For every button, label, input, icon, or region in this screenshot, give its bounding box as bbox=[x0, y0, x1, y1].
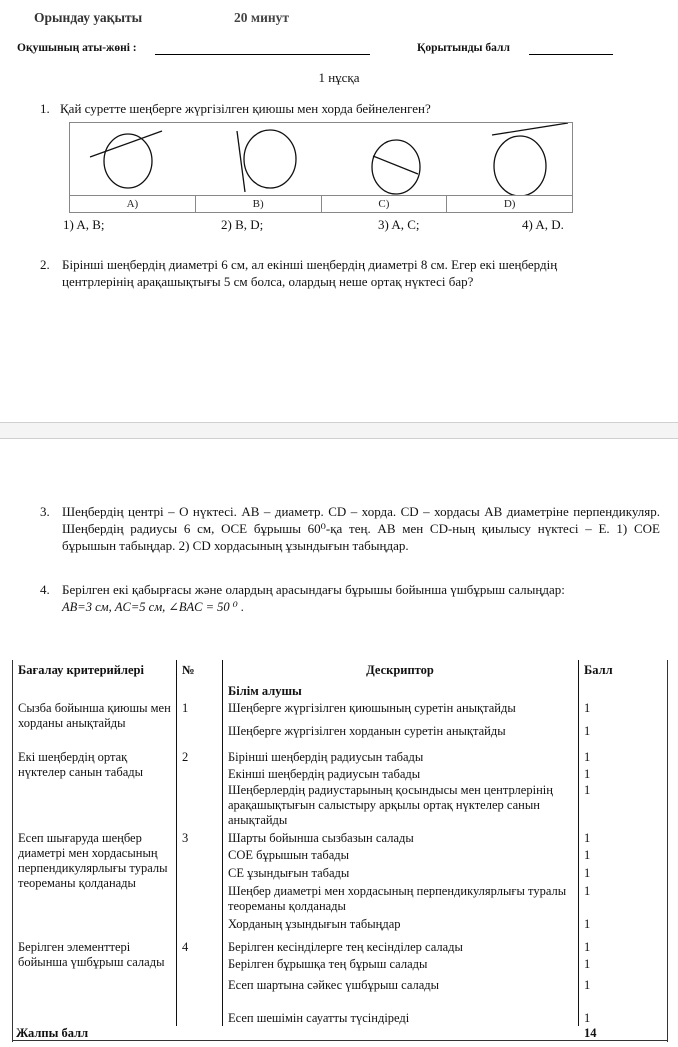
score-cell: 1 bbox=[584, 831, 591, 845]
descriptor-cell: Шеңберлердің радиустарының қосындысы мен центрлерінің арақашықтығын салыстыру арқылы ортақ нүктелер санын анықтайды bbox=[228, 783, 553, 827]
score-cell: 1 bbox=[584, 701, 591, 715]
descriptor-cell: Екінші шеңбердің радиусын табады bbox=[228, 767, 421, 781]
descriptor-cell: Шеңбер диаметрі мен хордасының перпендикулярлығы туралы теореманы қолданады bbox=[228, 884, 567, 913]
circle-with-tangent-icon bbox=[237, 130, 296, 192]
figure-circles bbox=[69, 122, 573, 213]
total-value: 14 bbox=[584, 1026, 597, 1040]
descriptor-cell: Хорданың ұзындығын табыңдар bbox=[228, 917, 401, 931]
descriptor-cell: Шеңберге жүргізілген қиюшының суретін анықтайды bbox=[228, 701, 516, 715]
score-cell: 1 bbox=[584, 1011, 591, 1025]
descriptor-cell: Есеп шартына сәйкес үшбұрыш салады bbox=[228, 978, 440, 992]
table-border-bottom bbox=[12, 1040, 668, 1041]
score-cell: 1 bbox=[584, 783, 591, 797]
question-number: 4. bbox=[40, 582, 50, 597]
score-cell: 1 bbox=[584, 940, 591, 954]
score-cell: 1 bbox=[584, 767, 591, 781]
criteria-cell: Берілген элементтері бойынша үшбұрыш салады bbox=[18, 940, 165, 969]
question-text: Қай суретте шеңберге жүргізілген қиюшы мен хорда бейнеленген? bbox=[60, 101, 431, 116]
score-cell: 1 bbox=[584, 978, 591, 992]
figure-label: C) bbox=[322, 196, 448, 213]
header-criteria: Бағалау критерийлері bbox=[18, 663, 144, 677]
page-break-divider bbox=[0, 422, 678, 439]
score-cell: 1 bbox=[584, 750, 591, 764]
figure-label: D) bbox=[503, 198, 516, 210]
answer-option-1[interactable]: 1) A, B; bbox=[63, 217, 105, 232]
score-cell: 1 bbox=[584, 724, 591, 738]
score-cell: 1 bbox=[584, 884, 591, 898]
number-cell: 1 bbox=[182, 701, 189, 715]
total-label: Жалпы балл bbox=[16, 1026, 89, 1040]
table-border-left bbox=[12, 660, 13, 1042]
figure-label: B) bbox=[196, 196, 322, 213]
question-text: Шеңбердің центрі – О нүктесі. АВ – диаметр. CD – хорда. CD – хордасы АВ диаметріне перпендикуляр. Шеңбердің радиусы 6 см, OCE бұрышы 60⁰-қа тең. АВ мен CD-ның қиылысу нүктесі – Е. 1) СОЕ бұрышын табыңдар. 2) CD хордасының ұзындығын табыңдар. bbox=[62, 504, 660, 553]
answer-option-3[interactable]: 3) A, C; bbox=[378, 217, 420, 232]
descriptor-cell: Шеңберге жүргізілген хорданын суретін анықтайды bbox=[228, 724, 506, 738]
number-cell: 2 bbox=[182, 750, 189, 764]
figure-drawings bbox=[70, 123, 572, 195]
descriptor-cell: СЕ ұзындығын табады bbox=[228, 866, 350, 880]
time-label: Орындау уақыты bbox=[34, 10, 143, 25]
score-cell: 1 bbox=[584, 866, 591, 880]
student-name-field[interactable] bbox=[155, 54, 370, 55]
criteria-cell: Есеп шығаруда шеңбер диаметрі мен хордасының перпендикулярлығы туралы теореманы қолданады bbox=[18, 831, 168, 890]
question-number: 2. bbox=[40, 257, 50, 272]
question-number: 1. bbox=[40, 101, 50, 116]
descriptor-subheader: Білім алушы bbox=[228, 684, 302, 698]
criteria-cell: Сызба бойынша қиюшы мен хорданы анықтайды bbox=[18, 701, 171, 730]
criteria-cell: Екі шеңбердің ортақ нүктелер санын табады bbox=[18, 750, 143, 779]
header-score: Балл bbox=[584, 663, 613, 677]
column-divider bbox=[176, 660, 177, 1026]
column-divider bbox=[578, 660, 579, 1026]
figure-label: A) bbox=[70, 196, 196, 213]
score-cell: 1 bbox=[584, 957, 591, 971]
header-descriptor: Дескриптор bbox=[366, 663, 434, 677]
answer-option-4[interactable]: 4) A, D. bbox=[522, 217, 564, 232]
score-cell: 1 bbox=[584, 848, 591, 862]
descriptor-cell: Шарты бойынша сызбазын салады bbox=[228, 831, 414, 845]
descriptor-cell: СОЕ бұрышын табады bbox=[228, 848, 350, 862]
rubric-table bbox=[12, 660, 668, 1042]
descriptor-cell: Есеп шешімін сауатты түсіндіреді bbox=[228, 1011, 410, 1025]
number-cell: 3 bbox=[182, 831, 189, 845]
time-value: 20 минут bbox=[234, 10, 290, 25]
circle-with-chord-icon bbox=[372, 140, 420, 194]
question-text: Берілген екі қабырғасы және олардың арасындағы бұрышы бойынша үшбұрыш салыңдар: bbox=[62, 582, 565, 597]
question-given-data: AB=3 см, AC=5 см, ∠BAC = 50 ⁰ . bbox=[62, 600, 245, 614]
answer-option-2[interactable]: 2) B, D; bbox=[221, 217, 264, 232]
student-name-label: Оқушының аты-жөні : bbox=[17, 42, 137, 54]
descriptor-cell: Бірінші шеңбердің радиусын табады bbox=[228, 750, 424, 764]
question-number: 3. bbox=[40, 504, 50, 519]
circle-with-secant-icon bbox=[90, 131, 162, 188]
total-score-field[interactable] bbox=[529, 54, 613, 55]
table-border-right bbox=[667, 660, 668, 1042]
descriptor-cell: Берілген бұрышқа тең бұрыш салады bbox=[228, 957, 428, 971]
number-cell: 4 bbox=[182, 940, 189, 954]
question-text: Бірінші шеңбердің диаметрі 6 см, ал екінші шеңбердің диаметрі 8 см. Егер екі шеңбердің центрлерінің арақашықтығы 5 см болса, олардың неше ортақ нүктесі бар? bbox=[62, 257, 558, 289]
score-cell: 1 bbox=[584, 917, 591, 931]
descriptor-cell: Берілген кесінділерге тең кесінділер салады bbox=[228, 940, 463, 954]
variant-title: 1 нұсқа bbox=[318, 70, 360, 85]
figure-labels bbox=[70, 195, 572, 213]
column-divider bbox=[222, 660, 223, 1026]
circle-with-tangent-icon bbox=[492, 123, 568, 195]
header-number: № bbox=[182, 663, 195, 677]
total-score-label: Қорытынды балл bbox=[417, 42, 510, 54]
